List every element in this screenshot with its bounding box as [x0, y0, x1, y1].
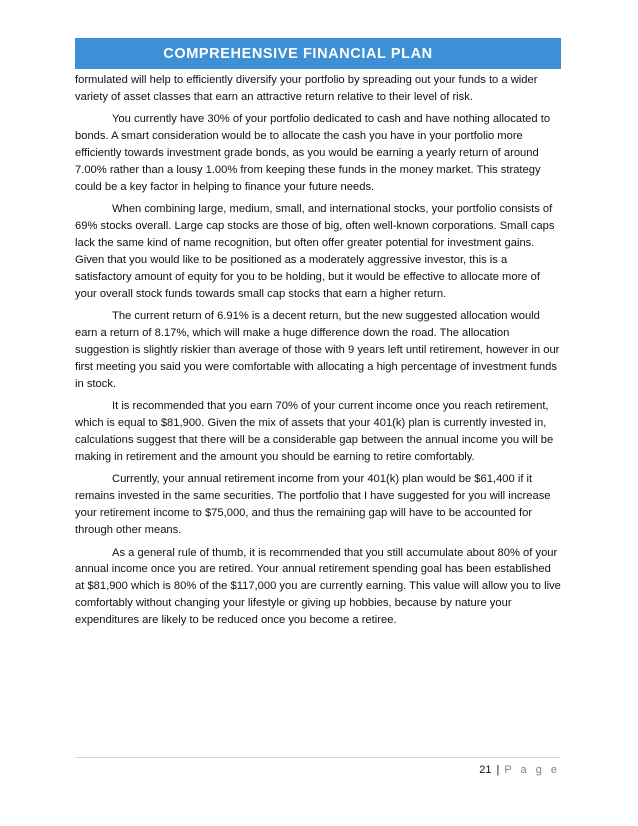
document-header-bar	[75, 38, 561, 69]
document-body	[75, 72, 561, 635]
paragraph-rule-of-thumb: As a general rule of thumb, it is recommended that you still accumulate about 80% of your annual income once you are retired. Your annual retirement spending goal has been established at $81,900 which is 80% of the $117,000 you are currently earning. This value will allow you to live comfortably without changing your lifestyle or giving up hobbies, because by nature your expenditures are likely to be reduced once you become a retiree.	[75, 546, 561, 627]
paragraph-continuation: formulated will help to efficiently diversify your portfolio by spreading out your funds to a wider variety of asset classes that earn an attractive return relative to their level of risk.	[75, 74, 538, 103]
document-title: COMPREHENSIVE FINANCIAL PLAN	[163, 45, 433, 62]
page-footer	[479, 764, 560, 776]
paragraph-stock-allocation: When combining large, medium, small, and international stocks, your portfolio consists of 69% stocks overall. Large cap stocks are those of big, often well-known corporations. Small caps lack the same kind of name recognition, but often offer greater potential for investment gains. Given that you would like to be positioned as a moderately aggressive investor, this is a satisfactory amount of equity for you to be holding, but it would be effective to allocate more of your overall stock funds towards small cap stocks that earn a higher return.	[75, 203, 555, 300]
paragraph-return-comparison: The current return of 6.91% is a decent return, but the new suggested allocation would earn a return of 8.17%, which will make a huge difference down the road. The allocation suggestion is slightly riskier than average of those with 9 years left until retirement, however in our first meeting you said you were comfortable with allocating a high percentage of investment funds in stock.	[75, 310, 560, 390]
footer-separator: |	[496, 764, 500, 776]
page-number: 21	[479, 764, 492, 776]
footer-divider	[75, 757, 561, 758]
paragraph-retirement-target: It is recommended that you earn 70% of your current income once you reach retirement, which is equal to $81,900. Given the mix of assets that your 401(k) plan is currently invested in, calculations suggest that there will be a considerable gap between the annual income you will be making in retirement and the amount you should be earning to retire comfortably.	[75, 400, 554, 464]
paragraph-cash-allocation: You currently have 30% of your portfolio dedicated to cash and have nothing allocated to bonds. A smart consideration would be to allocate the cash you have in your portfolio more efficiently towards investment grade bonds, as you would be earning a yearly return of around 7.00% rather than a lousy 1.00% from keeping these funds in the money market. This strategy could be a key factor in helping to finance your future needs.	[75, 113, 551, 193]
page-label: P a g e	[504, 764, 560, 776]
paragraph-retirement-income: Currently, your annual retirement income from your 401(k) plan would be $61,400 if it remains invested in the same securities. The portfolio that I have suggested for you will increase your retirement income to $75,000, and thus the remaining gap will have to be accounted for through other means.	[75, 473, 551, 537]
